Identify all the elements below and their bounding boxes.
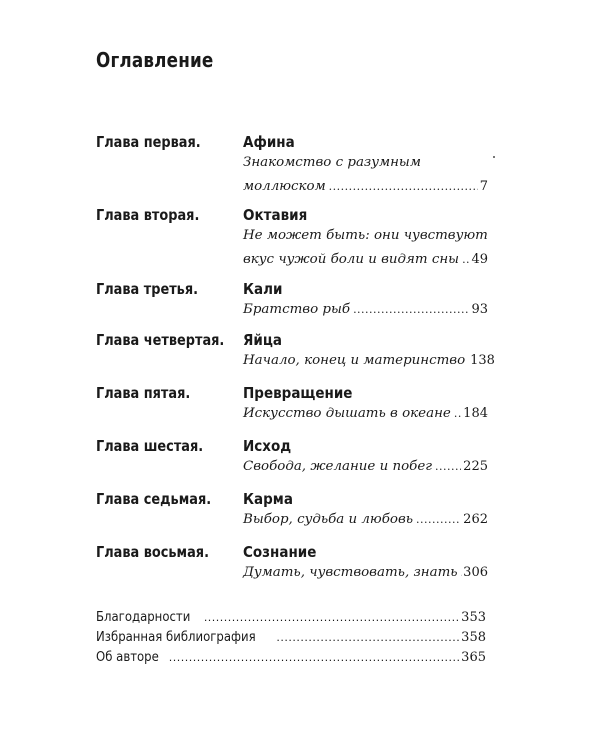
chapter-name: Октавия (243, 206, 308, 224)
dot-leader (454, 402, 461, 426)
chapter-subtitle-line: Свобода, желание и побег (243, 459, 433, 474)
chapter-label: Глава восьмая. (96, 543, 209, 561)
page-number: 262 (463, 512, 488, 527)
chapter-subtitle (243, 455, 488, 479)
page-number: 353 (461, 610, 486, 625)
page-number: 225 (463, 459, 488, 474)
chapter-leader-line (243, 248, 488, 272)
chapter-subtitle (243, 224, 488, 272)
page-number: 306 (463, 565, 488, 580)
dot-leader (276, 628, 459, 648)
dot-leader (169, 648, 459, 668)
chapter-subtitle-line: Не может быть: они чувствуют (243, 228, 488, 243)
chapter-leader-line (243, 298, 488, 322)
chapter-label: Глава седьмая. (96, 490, 212, 508)
chapter-name: Кали (243, 280, 283, 298)
back-matter-item (96, 608, 486, 628)
dot-leader (416, 508, 461, 532)
chapter-subtitle (243, 298, 488, 322)
page-number: 49 (471, 252, 488, 267)
page-number: 7 (479, 179, 488, 194)
chapter-subtitle (243, 508, 488, 532)
chapter-name: Исход (243, 437, 292, 455)
dot-leader (329, 175, 478, 199)
page-title: Оглавление (96, 48, 214, 72)
chapter-subtitle (243, 561, 488, 585)
back-matter-item (96, 628, 486, 648)
chapter-subtitle-line: Братство рыб (243, 302, 351, 317)
dot-leader (461, 561, 462, 585)
chapter-label: Глава первая. (96, 133, 201, 151)
chapter-leader-line (243, 175, 488, 199)
chapter-subtitle-line: Знакомство с разумным (243, 155, 421, 170)
chapter-name: Превращение (243, 384, 353, 402)
chapter-label: Глава шестая. (96, 437, 204, 455)
chapter-subtitle-line: моллюском (243, 179, 326, 194)
back-matter-label: Избранная библиография (96, 630, 256, 645)
back-matter-item (96, 648, 486, 668)
chapter-label: Глава четвертая. (96, 331, 225, 349)
chapter-name: Афина (243, 133, 295, 151)
chapter-name: Сознание (243, 543, 317, 561)
chapter-subtitle (243, 349, 495, 373)
chapter-subtitle (243, 402, 488, 426)
chapter-subtitle (243, 151, 488, 199)
chapter-subtitle-line: Выбор, судьба и любовь (243, 512, 414, 527)
dot-leader (462, 248, 469, 272)
back-matter-label: Об авторе (96, 650, 159, 665)
dot-leader (435, 455, 461, 479)
chapter-leader-line (243, 349, 495, 373)
back-matter-label: Благодарности (96, 610, 191, 625)
chapter-leader-line (243, 402, 488, 426)
page-number: 93 (471, 302, 488, 317)
back-matter (96, 608, 486, 668)
dot-leader (204, 608, 459, 628)
chapter-label: Глава вторая. (96, 206, 200, 224)
print-speck (493, 156, 495, 158)
chapter-label: Глава пятая. (96, 384, 191, 402)
chapter-label: Глава третья. (96, 280, 199, 298)
chapter-subtitle-line: вкус чужой боли и видят сны (243, 252, 460, 267)
chapter-name: Яйца (243, 331, 282, 349)
chapter-subtitle-line: Искусство дышать в океане (243, 406, 451, 421)
page-number: 358 (461, 630, 486, 645)
page-number: 184 (463, 406, 488, 421)
chapter-subtitle-line: Начало, конец и материнство (243, 353, 466, 368)
chapter-name: Карма (243, 490, 293, 508)
chapter-leader-line (243, 508, 488, 532)
page-number: 138 (470, 353, 495, 368)
page-number: 365 (461, 650, 486, 665)
chapter-leader-line (243, 455, 488, 479)
chapter-subtitle-line: Думать, чувствовать, знать (243, 565, 458, 580)
dot-leader (353, 298, 469, 322)
chapter-leader-line (243, 561, 488, 585)
